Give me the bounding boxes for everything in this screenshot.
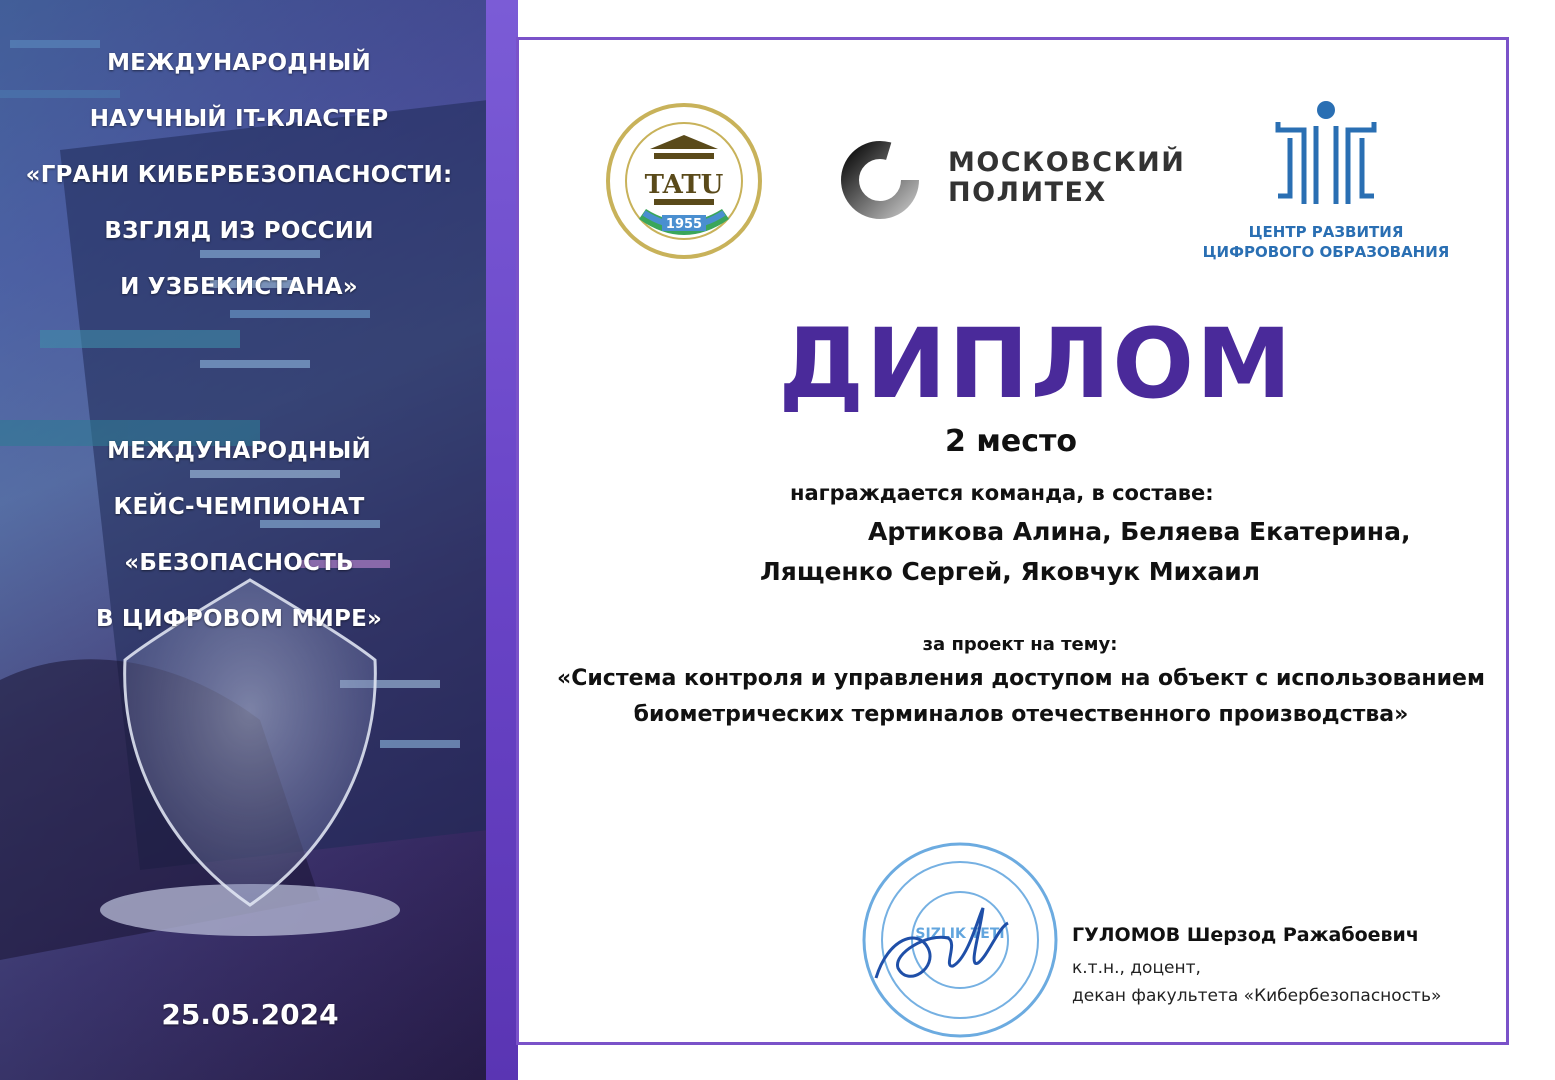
signer-name: ГУЛОМОВ Шерзод Ражабоевич [1072,924,1419,946]
signature-scribble [876,908,1008,978]
event-date: 25.05.2024 [161,998,339,1031]
place-label: 2 место [945,424,1077,459]
center-name-line: ЦИФРОВОГО ОБРАЗОВАНИЯ [1202,243,1450,261]
cluster-title-line: МЕЖДУНАРОДНЫЙ [107,50,371,76]
signer-degree: к.т.н., доцент, [1072,958,1201,978]
cluster-title-line: И УЗБЕКИСТАНА» [120,274,358,300]
diploma-title: ДИПЛОМ [778,308,1294,420]
cluster-title-line: «ГРАНИ КИБЕРБЕЗОПАСНОСТИ: [25,162,453,188]
mospolytech-name [948,148,1185,208]
team-names-line-1: Артикова Алина, Беляева Екатерина, [868,517,1411,546]
project-label: за проект на тему: [922,634,1118,655]
digital-education-center-logo [1270,100,1382,210]
stamp-text: SIZLIK TETI [915,926,1005,942]
center-name-line: ЦЕНТР РАЗВИТИЯ [1248,223,1404,241]
championship-title-line: В ЦИФРОВОМ МИРЕ» [95,606,383,632]
team-names-line-2: Лященко Сергей, Яковчук Михаил [760,557,1261,586]
championship-title [0,423,478,647]
awarded-text: награждается команда, в составе: [790,481,1214,505]
cluster-title-line: ВЗГЛЯД ИЗ РОССИИ [104,218,374,244]
official-stamp [858,838,1062,1042]
mospolytech-line: ПОЛИТЕХ [948,177,1107,208]
project-title [516,661,1526,733]
signer-position [1072,954,1441,1010]
signer-title: декан факультета «Кибербезопасность» [1072,986,1442,1006]
championship-title-line: КЕЙС-ЧЕМПИОНАТ [113,494,365,520]
cluster-title [0,35,478,315]
project-title-line: биометрических терминалов отечественного производства» [633,702,1409,727]
project-title-line: «Система контроля и управления доступом на объект с использованием [557,666,1485,691]
championship-title-line: МЕЖДУНАРОДНЫЙ [107,438,371,464]
tatu-abbr: TATU [644,170,724,200]
championship-title-line: «БЕЗОПАСНОСТЬ [124,550,354,576]
mospolytech-line: МОСКОВСКИЙ [948,147,1186,178]
divider-strip [486,0,518,1080]
left-banner [0,0,488,1080]
mospolytech-logo-mark [838,138,922,222]
tatu-logo [604,101,764,261]
cluster-title-line: НАУЧНЫЙ IT-КЛАСТЕР [89,106,389,132]
digital-education-center-name [1195,222,1457,262]
tatu-year: 1955 [665,217,703,232]
